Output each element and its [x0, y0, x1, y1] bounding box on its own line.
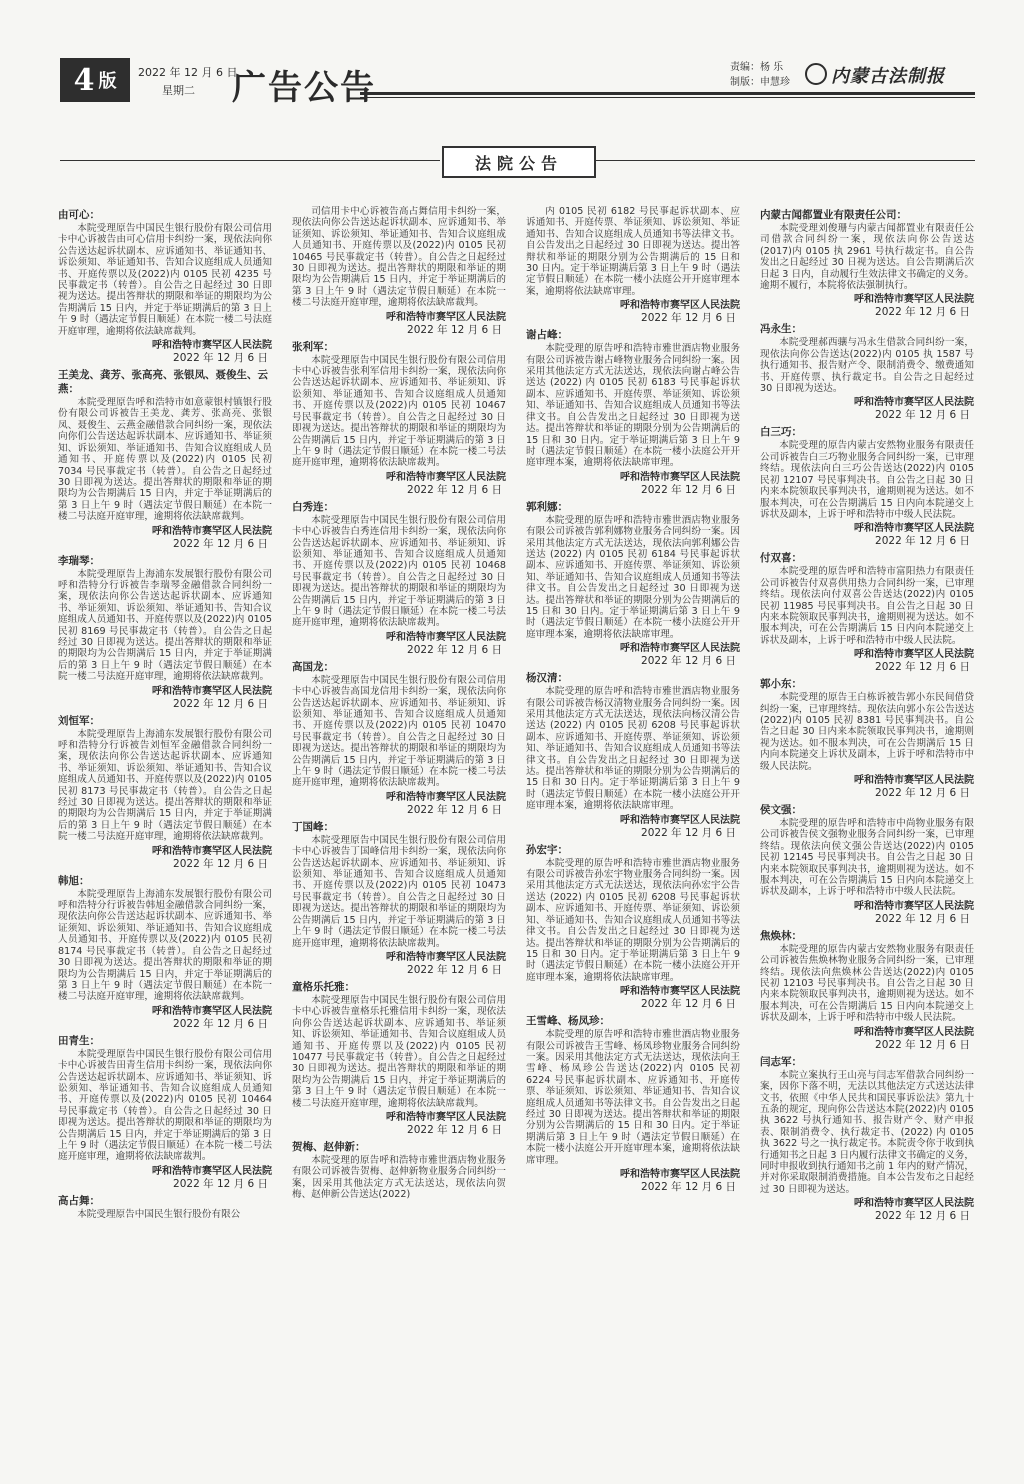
issue-date: 2022 年 12 月 6 日 — [138, 66, 238, 79]
court-notice — [760, 929, 974, 1052]
notice-date: 2022 年 12 月 6 日 — [173, 537, 268, 550]
notice-addressee: 高国龙： — [292, 660, 334, 673]
page-suffix: 版 — [98, 71, 117, 92]
notice-body: 本院受理原告中国民生银行股份有限公司信用卡中心诉被告白秀连信用卡纠纷一案，现依法向你公告送达起诉状副本、应诉通知书、举证须知、诉讼须知、举证通知书、告知合议庭组成人员通知书、开庭传票以及(2022)内 0105 民初 10468 号民事裁定书（转普）。自公告之日起经过 30 日即视为送达。提出答辩状的期限和举证的期限均为公告期满后 15 日内，并定于举证期满后的第 3 日上午 9 时（遇法定节假日顺延）在本院一楼二号法庭开庭审理，逾期将依法缺席裁判。 — [292, 514, 506, 629]
notice-body: 本院受理原告中国民生银行股份有限公司信用卡中心诉被告田青生信用卡纠纷一案，现依法向你公告送达起诉状副本、应诉通知书、举证须知、诉讼须知、举证通知书、告知合议庭组成人员通知书、开庭传票以及(2022)内 0105 民初 10464 号民事裁定书（转普）。自公告之日起经过 30 日即视为送达。提出答辩状的期限和举证的期限均为公告期满后 15 日内，并定于举证期满后的第 3 日上午 9 时（遇法定节假日顺延）在本院一楼二号法庭开庭审理，逾期将依法缺席裁判。 — [58, 1048, 272, 1163]
court-notice — [760, 551, 974, 674]
notice-addressee: 李瑞琴： — [58, 554, 100, 567]
court-notice — [760, 803, 974, 926]
notice-body: 本院受理的原告呼和浩特市雅世酒店物业服务有限公司诉被告郭利娜物业服务合同纠纷一案。因采用其他法定方式无法送达，现依法向郭利娜公告送达 (2022) 内 0105 民初 6184 号民事起诉状副本、应诉通知书、开庭传票、举证须知、诉讼须知、举证通知书、告知合议庭组成人员通知书等法律文书。自公告发出之日起经过 30 日即视为送达。提出答辩状和举证的期限分别为公告期满后的 15 日和 30 日内。定于举证期满后第 3 日上午 9 时（遇法定节假日顺延）在本院一楼小法庭公开开庭审理本案，逾期将依法缺席审理。 — [526, 514, 740, 640]
notice-court: 呼和浩特市赛罕区人民法院 — [854, 1026, 974, 1038]
court-notice — [760, 322, 974, 422]
notice-addressee: 杨汉清： — [526, 672, 568, 685]
notice-body: 本院受理的原告呼和浩特市富阳热力有限责任公司诉被告付双喜供用热力合同纠纷一案，已审理终结。现依法向付双喜公告送达(2022)内 0105 民初 11985 号民事判决书。自公告之日起 30 日内来本院领取民事判决书，逾期则视为送达。如不服本判决，可在公告期满后 15 日内向本院递交上诉状及副本，上诉于呼和浩特市中级人民法院。 — [760, 566, 974, 646]
notice-date: 2022 年 12 月 6 日 — [407, 643, 502, 656]
notice-court: 呼和浩特市赛罕区人民法院 — [152, 1005, 272, 1017]
court-notice — [526, 671, 740, 839]
notice-body: 本院受理的原告呼和浩特市雅世酒店物业服务有限公司诉被告孙宏宇物业服务合同纠纷一案。因采用其他法定方式无法送达，现依法向孙宏宇公告送达 (2022) 内 0105 民初 6208 号民事起诉状副本、应诉通知书、开庭传票、举证须知、诉讼须知、举证通知书、告知合议庭组成人员通知书等法律文书。自公告发出之日起经过 30 日即视为送达。提出答辩状和举证的期限分别为公告期满后的 15 日和 30 日内。定于举证期满后第 3 日上午 9 时（遇法定节假日顺延）在本院一楼小法庭公开开庭审理本案，逾期将依法缺席审理。 — [526, 857, 740, 983]
notice-court: 呼和浩特市赛罕区人民法院 — [152, 845, 272, 857]
notice-addressee: 王美龙、龚芳、张高亮、张银凤、聂俊生、云燕： — [58, 369, 268, 396]
notice-body: 本院受理的原告呼和浩特市中尚物业服务有限公司诉被告侯文强物业服务合同纠纷一案，已审理终结。现依法向侯文强公告送达(2022)内 0105 民初 12145 号民事判决书。自公告之日起 30 日内来本院领取民事判决书，逾期则视为送达。如不服本判决，可在公告期满后 15 日内向本院递交上诉状及副本，上诉于呼和浩特市中级人民法院。 — [760, 818, 974, 898]
notice-body: 本院受理的原告呼和浩特市雅世酒店物业服务有限公司诉被告王雪峰、杨凤珍物业服务合同纠纷一案。因采用其他法定方式无法送达，现依法向王雪峰、杨凤珍公告送达(2022)内 0105 民初 6224 号民事起诉状副本、应诉通知书、开庭传票、举证须知、诉讼须知、举证通知书、告知合议庭组成人员通知书等法律文书。自公告发出之日起经过 30 日即视为送达。提出答辩状和举证的期限分别为公告期满后的 15 日和 30 日内。定于举证期满后第 3 日上午 9 时（遇法定节假日顺延）在本院一楼小法庭公开开庭审理本案，逾期将依法缺席审理。 — [526, 1029, 740, 1166]
court-notice — [292, 980, 506, 1137]
notice-court: 呼和浩特市赛罕区人民法院 — [152, 1165, 272, 1177]
notice-addressee: 焦焕林： — [760, 929, 802, 942]
notice-body: 内 0105 民初 6182 号民事起诉状副本、应诉通知书、开庭传票、举证须知、诉讼须知、举证通知书、告知合议庭组成人员通知书等法律文书。自公告发出之日起经过 30 日即视为送达。提出答辩状和举证的期限分别为公告期满后的 15 日和 30 日内。定于举证期满后第 3 日上午 9 时（遇法定节假日顺延）在本院一楼小法庭公开开庭审理本案，逾期将依法缺席审理。 — [526, 206, 740, 297]
notice-addressee: 闫志军： — [760, 1055, 802, 1068]
notice-date: 2022 年 12 月 6 日 — [173, 857, 268, 870]
notice-addressee: 白三巧： — [760, 426, 802, 439]
notice-body: 本院受理刘俊珊与内蒙古闻都置业有限责任公司借款合同纠纷一案，现依法向你公告送达(2017)内 0105 执 2961 号执行裁定书。自公告发出之日起经过 30 日视为送达。自公告期满后次日起 3 日内，自动履行生效法律文书确定的义务。逾期不履行，本院将依法强制执行。 — [760, 223, 974, 292]
issue-weekday: 星期二 — [162, 84, 195, 97]
court-notice — [760, 208, 974, 319]
notice-addressee: 韩旭： — [58, 874, 90, 887]
notice-date: 2022 年 12 月 6 日 — [173, 1017, 268, 1030]
notice-body: 本院立案执行王山亮与闫志军借款合同纠纷一案，因你下落不明，无法以其他法定方式送达法律文书，依照《中华人民共和国民事诉讼法》第九十五条的规定，现向你公告送达本院(2022)内 0105 执 3622 号执行通知书、报告财产令、财产申报表、限制消费令、执行裁定书、(2022) 内 0105 执 3622 号之一执行裁定书。本院责令你于收到执行通知书之日起 3 日内履行法律文书确定的义务，同时申报收到执行通知书之前 1 年内的财产情况，并对你采取限制消费措施。自本公告发布之日起经过 30 日即视为送达。 — [760, 1069, 974, 1195]
court-notice — [58, 554, 272, 711]
court-notice — [58, 1034, 272, 1191]
notice-court: 呼和浩特市赛罕区人民法院 — [854, 397, 974, 409]
editor-name: 责编：杨 乐 — [730, 62, 784, 73]
notice-addressee: 王雪峰、杨凤珍： — [526, 1015, 610, 1028]
notice-court: 呼和浩特市赛罕区人民法院 — [386, 631, 506, 643]
court-notice — [292, 500, 506, 657]
court-notice — [58, 1194, 272, 1220]
notice-addressee: 丁国峰： — [292, 820, 334, 833]
notice-addressee: 高占舞： — [58, 1194, 100, 1207]
notice-date: 2022 年 12 月 6 日 — [407, 483, 502, 496]
court-notice — [292, 206, 506, 337]
court-notice — [292, 660, 506, 817]
notice-date: 2022 年 12 月 6 日 — [875, 787, 970, 799]
court-notice — [58, 714, 272, 871]
notice-addressee: 童格乐托雅： — [292, 980, 355, 993]
notice-date: 2022 年 12 月 6 日 — [875, 661, 970, 674]
header-rule — [360, 92, 975, 95]
notice-column-3 — [526, 206, 740, 1476]
notice-column-2 — [292, 206, 506, 1476]
notice-date: 2022 年 12 月 6 日 — [407, 963, 502, 976]
notice-body: 本院受理的原告王白栋诉被告郭小东民间借贷纠纷一案，已审理终结。现依法向郭小东公告送达(2022)内 0105 民初 8381 号民事判决书。自公告之日起 30 日内来本院领取民事判决书，逾期则视为送达。如不服本判决，可在公告期满后 15 日内向本院递交上诉状及副本，上诉于呼和浩特市中级人民法院。 — [760, 692, 974, 772]
notice-body: 本院受理的原告内蒙古安然物业服务有限责任公司诉被告白三巧物业服务合同纠纷一案，已审理终结。现依法向白三巧公告送达(2022)内 0105 民初 12107 号民事判决书。自公告之日起 30 日内来本院领取民事判决书，逾期则视为送达。如不服本判决，可在公告期满后 15 日内向本院递交上诉状及副本，上诉于呼和浩特市中级人民法院。 — [760, 440, 974, 520]
notice-addressee: 内蒙古闻都置业有限责任公司： — [760, 209, 907, 221]
notice-court: 呼和浩特市赛罕区人民法院 — [386, 471, 506, 483]
notice-court: 呼和浩特市赛罕区人民法院 — [386, 311, 506, 323]
notice-addressee: 贺梅、赵伸新： — [292, 1140, 366, 1153]
notice-body: 本院受理原告上海浦东发展银行股份有限公司呼和浩特分行诉被告李瑞琴金融借款合同纠纷一案，现依法向你公告送达起诉状副本、应诉通知书、举证须知、诉讼须知、举证通知书、告知合议庭组成人员通知书、开庭传票以及(2022)内 0105 民初 8169 号民事裁定书（转普）。自公告之日起经过 30 日即视为送达。提出答辩状的期限和举证的期限均为公告期满后 15 日内，并定于举证期满后的第 3 日上午 9 时（遇法定节假日顺延）在本院一楼二号法庭开庭审理，逾期将依法缺席裁判。 — [58, 568, 272, 683]
notice-court: 呼和浩特市赛罕区人民法院 — [854, 523, 974, 535]
notice-court: 呼和浩特市赛罕区人民法院 — [620, 986, 740, 998]
court-notice — [292, 1140, 506, 1201]
notice-body: 本院受理原告中国民生银行股份有限公司信用卡中心诉被告童格乐托雅信用卡纠纷一案，现依法向你公告送达起诉状副本、应诉通知书、举证须知、诉讼须知、举证通知书、告知合议庭组成人员通知书、开庭传票以及(2022)内 0105 民初 10477 号民事裁定书（转普）。自公告之日起经过 30 日即视为送达。提出答辩状的期限和举证的期限均为公告期满后 15 日内，并定于举证期满后的第 3 日上午 9 时（遇法定节假日顺延）在本院一楼二号法庭开庭审理，逾期将依法缺席裁判。 — [292, 994, 506, 1109]
court-notice — [760, 1055, 974, 1223]
court-notice — [58, 208, 272, 365]
notice-date: 2022 年 12 月 6 日 — [875, 1210, 970, 1223]
notice-body: 本院受理原告呼和浩特市如意蒙银村镇银行股份有限公司诉被告王美龙、龚芳、张高亮、张银凤、聂俊生、云燕金融借款合同纠纷一案，现依法向你们公告送达起诉状副本、应诉通知书、举证须知、诉讼须知、举证通知书、告知合议庭组成人员通知书、开庭传票以及(2022)内 0105 民初 7034 号民事裁定书（转普）。自公告之日起经过 30 日即视为送达。提出答辩状的期限和举证的期限均为公告期满后 15 日内，并定于举证期满后的第 3 日上午 9 时（遇法定节假日顺延）在本院一楼二号法庭开庭审理，逾期将依法缺席裁判。 — [58, 397, 272, 523]
page-number: 4 — [73, 62, 95, 98]
notice-court: 呼和浩特市赛罕区人民法院 — [386, 951, 506, 963]
banner-line-right — [596, 160, 975, 161]
header-rule-thin — [360, 97, 975, 98]
notice-date: 2022 年 12 月 6 日 — [641, 483, 736, 496]
notice-addressee: 田青生： — [58, 1034, 100, 1047]
notice-addressee: 侯文强： — [760, 804, 802, 816]
notice-body: 本院受理的原告呼和浩特市雅世酒店物业服务有限公司诉被告贺梅、赵伸新物业服务合同纠纷一案，因采用其他法定方式无法送达，现依法向贺梅、赵伸新公告送达(2022) — [292, 1154, 506, 1201]
court-notice — [526, 206, 740, 325]
notice-court: 呼和浩特市赛罕区人民法院 — [620, 471, 740, 483]
newspaper-name: 内蒙古法制报 — [831, 66, 945, 87]
notice-body: 本院受理郝西骧与冯永生借款合同纠纷一案，现依法向你公告送达(2022)内 0105 执 1587 号执行通知书、报告财产令、限制消费令、缴费通知书、开庭传票、执行裁定书。自公告之日起经过 30 日即视为送达。 — [760, 337, 974, 395]
notice-body: 本院受理的原告内蒙古安然物业服务有限责任公司诉被告焦焕林物业服务合同纠纷一案，已审理终结。现依法向焦焕林公告送达(2022)内 0105 民初 12103 号民事判决书。自公告之日起 30 日内来本院领取民事判决书，逾期则视为送达。如不服本判决，可在公告期满后 15 日内向本院递交上诉状及副本，上诉于呼和浩特市中级人民法院。 — [760, 943, 974, 1024]
notice-court: 呼和浩特市赛罕区人民法院 — [854, 649, 974, 661]
notice-date: 2022 年 12 月 6 日 — [641, 312, 736, 325]
banner-line-left — [60, 160, 440, 161]
court-notice — [526, 1014, 740, 1194]
notice-court: 呼和浩特市赛罕区人民法院 — [152, 685, 272, 697]
notice-court: 呼和浩特市赛罕区人民法院 — [854, 900, 974, 912]
court-notice — [526, 500, 740, 668]
notice-body: 本院受理原告上海浦东发展银行股份有限公司呼和浩特分行诉被告刘恒军金融借款合同纠纷一案，现依法向你公告送达起诉状副本、应诉通知书、举证须知、诉讼须知、举证通知书、告知合议庭组成人员通知书、开庭传票以及(2022)内 0105 民初 8173 号民事裁定书（转普）。自公告之日起经过 30 日即视为送达。提出答辩状的期限和举证的期限均为公告期满后 15 日内，并定于举证期满后的第 3 日上午 9 时（遇法定节假日顺延）在本院一楼二号法庭开庭审理，逾期将依法缺席裁判。 — [58, 728, 272, 843]
court-notice — [292, 820, 506, 977]
court-notice — [526, 328, 740, 496]
notice-court: 呼和浩特市赛罕区人民法院 — [386, 1111, 506, 1123]
notice-court: 呼和浩特市赛罕区人民法院 — [620, 300, 740, 312]
notice-court: 呼和浩特市赛罕区人民法院 — [386, 791, 506, 803]
notice-court: 呼和浩特市赛罕区人民法院 — [620, 643, 740, 655]
notice-court: 呼和浩特市赛罕区人民法院 — [854, 1198, 974, 1210]
section-title: 广告公告 — [232, 68, 376, 108]
banner-title: 法院公告 — [442, 146, 596, 178]
notice-addressee: 孙宏宇： — [526, 843, 568, 856]
notice-date: 2022 年 12 月 6 日 — [875, 409, 970, 422]
notice-court: 呼和浩特市赛罕区人民法院 — [620, 814, 740, 826]
section-banner — [60, 146, 975, 176]
court-notice — [58, 368, 272, 550]
notice-date: 2022 年 12 月 6 日 — [641, 998, 736, 1011]
notice-date: 2022 年 12 月 6 日 — [407, 803, 502, 816]
notice-addressee: 郭利娜： — [526, 500, 568, 513]
court-notice — [526, 843, 740, 1011]
notice-addressee: 付双喜： — [760, 552, 802, 565]
notice-body: 本院受理原告中国民生银行股份有限公司信用卡中心诉被告丁国峰信用卡纠纷一案，现依法向你公告送达起诉状副本、应诉通知书、举证须知、诉讼须知、举证通知书、告知合议庭组成人员通知书、开庭传票以及(2022)内 0105 民初 10473 号民事裁定书（转普）。自公告之日起经过 30 日即视为送达。提出答辩状的期限和举证的期限均为公告期满后 15 日内，并定于举证期满后的第 3 日上午 9 时（遇法定节假日顺延）在本院一楼二号法庭开庭审理，逾期将依法缺席裁判。 — [292, 834, 506, 949]
logo-mark-icon — [805, 63, 827, 85]
notice-body: 本院受理原告上海浦东发展银行股份有限公司呼和浩特分行诉被告韩旭金融借款合同纠纷一案，现依法向你公告送达起诉状副本、应诉通知书、举证须知、诉讼须知、举证通知书、告知合议庭组成人员通知书、开庭传票以及(2022)内 0105 民初 8174 号民事裁定书（转普）。自公告之日起经过 30 日即视为送达。提出答辩状的期限和举证的期限均为公告期满后 15 日内，并定于举证期满后的第 3 日上午 9 时（遇法定节假日顺延）在本院一楼二号法庭开庭审理，逾期将依法缺席裁判。 — [58, 888, 272, 1003]
notice-column-4 — [760, 206, 974, 1476]
notice-addressee: 谢占峰： — [526, 329, 568, 342]
court-notice — [760, 425, 974, 548]
notice-court: 呼和浩特市赛罕区人民法院 — [152, 340, 272, 352]
editor-credits — [730, 60, 790, 90]
court-notice — [760, 677, 974, 800]
notice-date: 2022 年 12 月 6 日 — [641, 1181, 736, 1193]
notice-body: 本院受理原告中国民生银行股份有限公司信用卡中心诉被告高国龙信用卡纠纷一案，现依法向你公告送达起诉状副本、应诉通知书、举证须知、诉讼须知、举证通知书、告知合议庭组成人员通知书、开庭传票以及(2022)内 0105 民初 10470 号民事裁定书（转普）。自公告之日起经过 30 日即视为送达。提出答辩状的期限和举证的期限均为公告期满后 15 日内，并定于举证期满后的第 3 日上午 9 时（遇法定节假日顺延）在本院一楼二号法庭开庭审理，逾期将依法缺席裁判。 — [292, 674, 506, 789]
notice-date: 2022 年 12 月 6 日 — [875, 912, 970, 925]
notice-body: 本院受理的原告呼和浩特市雅世酒店物业服务有限公司诉被告杨汉清物业服务合同纠纷一案。因采用其他法定方式无法送达，现依法向杨汉清公告送达 (2022) 内 0105 民初 6208 号民事起诉状副本、应诉通知书、开庭传票、举证须知、诉讼须知、举证通知书、告知合议庭组成人员通知书等法律文书。自公告发出之日起经过 30 日即视为送达。提出答辩状和举证的期限分别为公告期满后的 15 日和 30 日内。定于举证期满后第 3 日上午 9 时（遇法定节假日顺延）在本院一楼小法庭公开开庭审理本案，逾期将依法缺席审理。 — [526, 686, 740, 812]
notice-addressee: 张利军： — [292, 340, 334, 353]
notice-addressee: 白秀连： — [292, 500, 334, 513]
notice-court: 呼和浩特市赛罕区人民法院 — [854, 294, 974, 306]
notice-addressee: 由可心： — [58, 209, 100, 221]
court-notice — [58, 874, 272, 1031]
notice-addressee: 刘恒军： — [58, 714, 100, 727]
notice-body: 本院受理原告中国民生银行股份有限公 — [77, 1208, 241, 1220]
notice-court: 呼和浩特市赛罕区人民法院 — [854, 775, 974, 786]
notice-columns — [58, 206, 976, 1476]
notice-court: 呼和浩特市赛罕区人民法院 — [620, 1169, 740, 1180]
notice-date: 2022 年 12 月 6 日 — [875, 1038, 970, 1051]
masthead — [60, 58, 975, 106]
notice-addressee: 冯永生： — [760, 323, 802, 336]
court-notice — [292, 340, 506, 497]
notice-body: 本院受理原告中国民生银行股份有限公司信用卡中心诉被告张利军信用卡纠纷一案，现依法向你公告送达起诉状副本、应诉通知书、举证须知、诉讼须知、举证通知书、告知合议庭组成人员通知书、开庭传票以及(2022)内 0105 民初 10467 号民事裁定书（转普）。自公告之日起经过 30 日即视为送达。提出答辩状的期限和举证的期限均为公告期满后 15 日内，并定于举证期满后的第 3 日上午 9 时（遇法定节假日顺延）在本院一楼二号法庭开庭审理，逾期将依法缺席裁判。 — [292, 354, 506, 469]
notice-date: 2022 年 12 月 6 日 — [407, 323, 502, 336]
notice-date: 2022 年 12 月 6 日 — [173, 352, 268, 365]
notice-column-1 — [58, 206, 272, 1476]
notice-date: 2022 年 12 月 6 日 — [173, 697, 268, 710]
notice-date: 2022 年 12 月 6 日 — [875, 535, 970, 548]
notice-addressee: 郭小东： — [760, 678, 802, 691]
notice-body: 本院受理的原告呼和浩特市雅世酒店物业服务有限公司诉被告谢占峰物业服务合同纠纷一案。因采用其他法定方式无法送达，现依法向谢占峰公告送达 (2022) 内 0105 民初 6183 号民事起诉状副本、应诉通知书、开庭传票、举证须知、诉讼须知、举证通知书、告知合议庭组成人员通知书等法律文书。自公告发出之日起经过 30 日即视为送达。提出答辩状和举证的期限分别为公告期满后的 15 日和 30 日内。定于举证期满后第 3 日上午 9 时（遇法定节假日顺延）在本院一楼小法庭公开开庭审理本案，逾期将依法缺席审理。 — [526, 343, 740, 469]
notice-date: 2022 年 12 月 6 日 — [641, 655, 736, 668]
notice-date: 2022 年 12 月 6 日 — [641, 826, 736, 839]
notice-date: 2022 年 12 月 6 日 — [173, 1177, 268, 1190]
notice-body: 本院受理原告中国民生银行股份有限公司信用卡中心诉被告由可心信用卡纠纷一案，现依法向你公告送达起诉状副本、应诉通知书、举证通知书、诉讼须知、举证通知书、告知合议庭组成人员通知书、开庭传票以及(2022)内 0105 民初 4235 号民事裁定书（转普）。自公告之日起经过 30 日即视为送达。提出答辩状的期限和举证的期限均为公告期满后 15 日内，并定于举证期满后的第 3 日上午 9 时（遇法定节假日顺延）在本院一楼二号法庭开庭审理，逾期将依法缺席裁判。 — [58, 223, 272, 337]
issue-date-block — [138, 64, 237, 100]
notice-date: 2022 年 12 月 6 日 — [875, 306, 970, 319]
newspaper-logo — [805, 62, 945, 88]
page-number-badge — [60, 58, 130, 102]
notice-body: 司信用卡中心诉被告高占舞信用卡纠纷一案，现依法向你公告送达起诉状副本、应诉通知书、举证须知、诉讼须知、举证通知书、告知合议庭组成人员通知书、开庭传票以及(2022)内 0105 民初 10465 号民事裁定书（转普）。自公告之日起经过 30 日即视为送达。提出答辩状的期限和举证的期限均为公告期满后 15 日内，并定于举证期满后的第 3 日上午 9 时（遇法定节假日顺延）在本院一楼二号法庭开庭审理，逾期将依法缺席裁判。 — [292, 206, 506, 309]
notice-date: 2022 年 12 月 6 日 — [407, 1123, 502, 1136]
notice-court: 呼和浩特市赛罕区人民法院 — [152, 525, 272, 537]
producer-name: 制版：申慧珍 — [730, 77, 790, 88]
